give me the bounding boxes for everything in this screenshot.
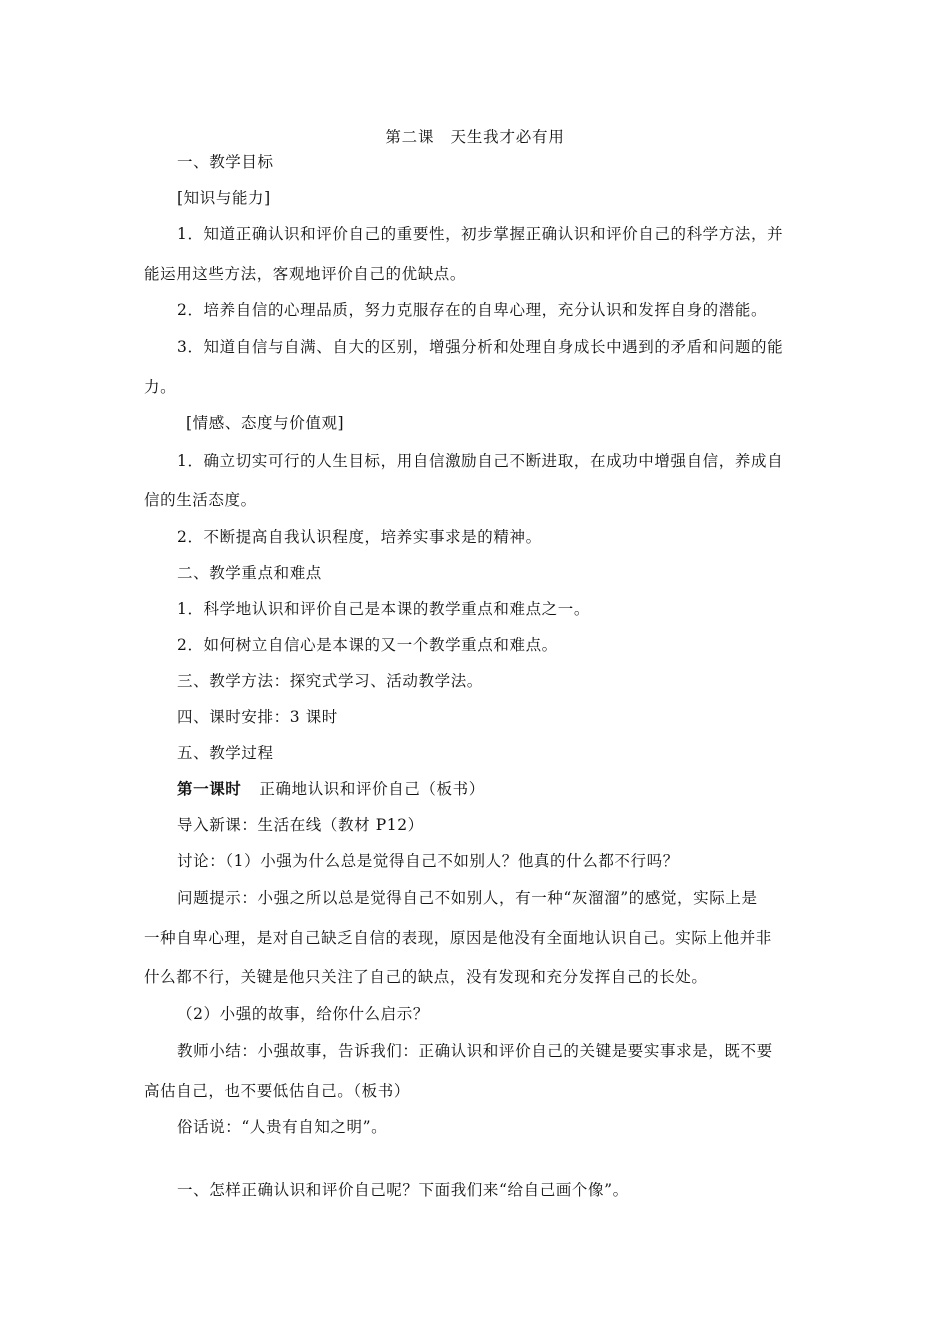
lesson-label: 第一课时: [177, 779, 242, 798]
subheading-emotion: [情感、态度与价值观]: [186, 414, 345, 432]
paragraph-line: 2．如何树立自信心是本课的又一个教学重点和难点。: [177, 636, 558, 654]
section-heading-methods: 三、教学方法：探究式学习、活动教学法。: [177, 672, 483, 690]
paragraph-line: 一、怎样正确认识和评价自己呢？下面我们来“给自己画个像”。: [177, 1181, 629, 1199]
section-heading-process: 五、教学过程: [177, 744, 274, 762]
paragraph-line: 1．确立切实可行的人生目标，用自信激励自己不断进取，在成功中增强自信，养成自: [177, 452, 784, 470]
page-title: 第二课 天生我才必有用: [385, 128, 565, 146]
subheading-knowledge: [知识与能力]: [177, 189, 271, 207]
paragraph-line: （2）小强的故事，给你什么启示？: [177, 1005, 429, 1023]
paragraph-line: 2．培养自信的心理品质，努力克服存在的自卑心理，充分认识和发挥自身的潜能。: [177, 301, 768, 319]
paragraph-line: 信的生活态度。: [144, 491, 257, 509]
paragraph-line: 问题提示：小强之所以总是觉得自己不如别人，有一种“灰溜溜”的感觉，实际上是: [177, 889, 758, 907]
paragraph-line: 2．不断提高自我认识程度，培养实事求是的精神。: [177, 528, 542, 546]
paragraph-line: 力。: [144, 378, 177, 396]
paragraph-line: 讨论：（1）小强为什么总是觉得自己不如别人？他真的什么都不行吗？: [177, 852, 679, 870]
paragraph-line: 1．知道正确认识和评价自己的重要性，初步掌握正确认识和评价自己的科学方法，并: [177, 225, 784, 243]
section-heading-schedule: 四、课时安排：3 课时: [177, 708, 338, 726]
paragraph-line: 什么都不行，关键是他只关注了自己的缺点，没有发现和充分发挥自己的长处。: [144, 968, 708, 986]
lesson-topic: 正确地认识和评价自己（板书）: [259, 780, 485, 798]
paragraph-line: 3．知道自信与自满、自大的区别，增强分析和处理自身成长中遇到的矛盾和问题的能: [177, 338, 784, 356]
paragraph-line: 导入新课：生活在线（教材 P12）: [177, 816, 424, 834]
paragraph-line: 俗话说：“人贵有自知之明”。: [177, 1118, 388, 1136]
paragraph-line: 能运用这些方法，客观地评价自己的优缺点。: [144, 265, 467, 283]
paragraph-line: 高估自己，也不要低估自己。（板书）: [144, 1082, 410, 1100]
paragraph-line: 一种自卑心理，是对自己缺乏自信的表现，原因是他没有全面地认识自己。实际上他并非: [144, 929, 772, 947]
paragraph-line: 1．科学地认识和评价自己是本课的教学重点和难点之一。: [177, 600, 590, 618]
section-heading-key-points: 二、教学重点和难点: [177, 564, 322, 582]
lesson-heading: [177, 779, 485, 799]
paragraph-line: 教师小结：小强故事，告诉我们：正确认识和评价自己的关键是要实事求是，既不要: [177, 1042, 773, 1060]
section-heading-objectives: 一、教学目标: [177, 153, 274, 171]
